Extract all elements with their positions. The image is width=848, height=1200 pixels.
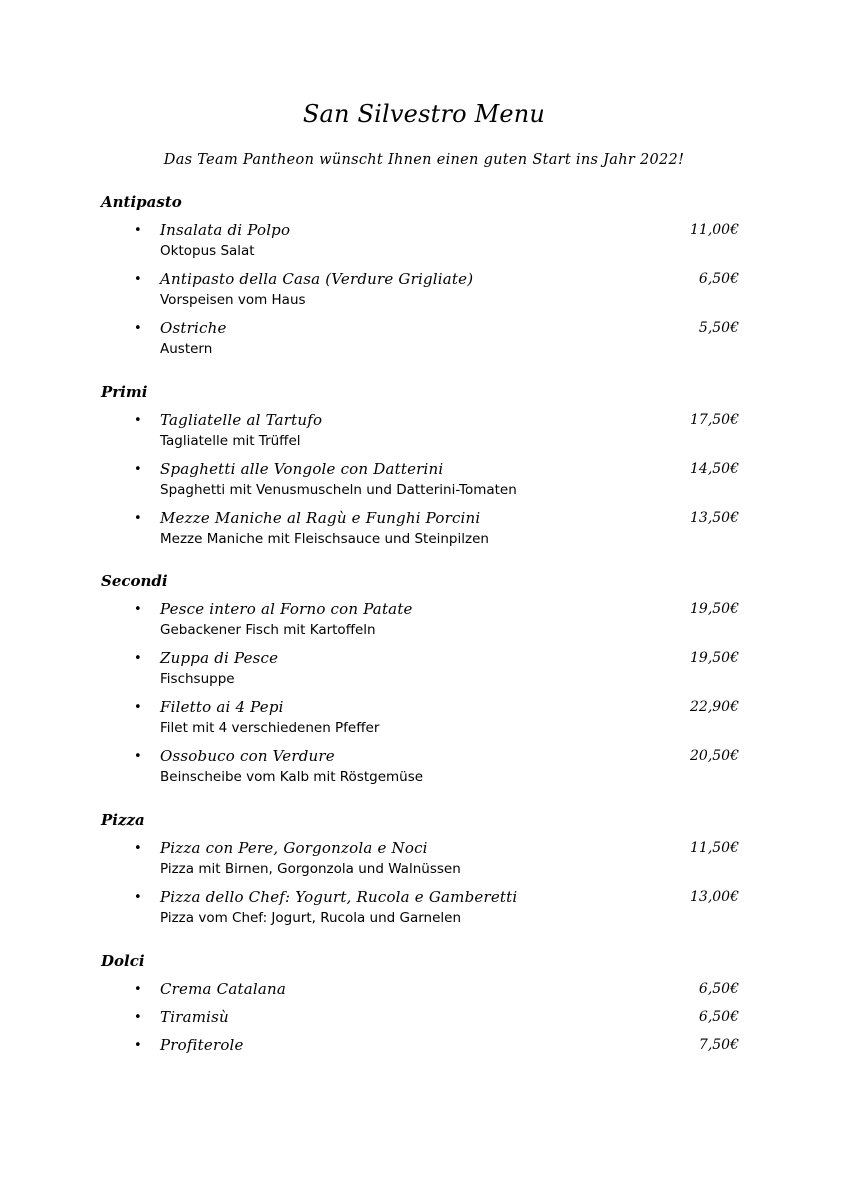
bullet: •	[134, 1038, 142, 1053]
item-name: Profiterole	[160, 1036, 244, 1054]
item-price: 20,50€	[690, 748, 739, 764]
item-name: Pizza con Pere, Gorgonzola e Noci	[160, 839, 428, 857]
item-price: 19,50€	[690, 650, 739, 666]
bullet: •	[134, 982, 142, 997]
item-description: Beinscheibe vom Kalb mit Röstgemüse	[160, 769, 424, 785]
bullet: •	[134, 413, 142, 428]
menu-item	[101, 267, 741, 316]
item-name: Filetto ai 4 Pepi	[160, 698, 284, 716]
item-name: Pesce intero al Forno con Patate	[160, 600, 413, 618]
menu-item	[101, 1033, 741, 1061]
bullet: •	[134, 1010, 142, 1025]
section-dolci	[101, 949, 741, 1061]
bullet: •	[134, 651, 142, 666]
item-description: Pizza mit Birnen, Gorgonzola und Walnüssen	[160, 861, 461, 877]
item-name: Tagliatelle al Tartufo	[160, 411, 323, 429]
item-name: Crema Catalana	[160, 980, 286, 998]
menu-item	[101, 506, 741, 555]
menu-item	[101, 597, 741, 646]
bullet: •	[134, 511, 142, 526]
menu-item	[101, 646, 741, 695]
item-description: Tagliatelle mit Trüffel	[160, 433, 301, 449]
item-description: Vorspeisen vom Haus	[160, 292, 306, 308]
item-name: Zuppa di Pesce	[160, 649, 279, 667]
item-price: 13,00€	[690, 889, 739, 905]
section-heading: Secondi	[101, 572, 168, 590]
item-description: Oktopus Salat	[160, 243, 255, 259]
item-description: Gebackener Fisch mit Kartoffeln	[160, 622, 376, 638]
item-price: 13,50€	[690, 510, 739, 526]
section-heading: Antipasto	[101, 193, 182, 211]
bullet: •	[134, 223, 142, 238]
item-description: Spaghetti mit Venusmuscheln und Datterini-Tomaten	[160, 482, 517, 498]
item-name: Ossobuco con Verdure	[160, 747, 335, 765]
menu-item	[101, 316, 741, 365]
bullet: •	[134, 841, 142, 856]
section-pizza	[101, 808, 741, 934]
item-price: 6,50€	[698, 1009, 739, 1025]
item-price: 14,50€	[690, 461, 739, 477]
section-heading: Primi	[101, 383, 148, 401]
menu-item	[101, 218, 741, 267]
section-antipasto	[101, 190, 741, 365]
section-secondi	[101, 569, 741, 793]
item-name: Ostriche	[160, 319, 227, 337]
item-description: Fischsuppe	[160, 671, 235, 687]
section-primi	[101, 380, 741, 555]
bullet: •	[134, 272, 142, 287]
page-title: San Silvestro Menu	[302, 100, 546, 128]
item-description: Pizza vom Chef: Jogurt, Rucola und Garnelen	[160, 910, 462, 926]
section-heading: Dolci	[101, 952, 145, 970]
item-price: 7,50€	[698, 1037, 739, 1053]
item-price: 22,90€	[690, 699, 739, 715]
bullet: •	[134, 749, 142, 764]
item-name: Pizza dello Chef: Yogurt, Rucola e Gamberetti	[160, 888, 518, 906]
item-price: 6,50€	[698, 981, 739, 997]
item-description: Mezze Maniche mit Fleischsauce und Steinpilzen	[160, 531, 489, 547]
item-description: Filet mit 4 verschiedenen Pfeffer	[160, 720, 380, 736]
item-name: Mezze Maniche al Ragù e Funghi Porcini	[160, 509, 481, 527]
item-name: Antipasto della Casa (Verdure Grigliate)	[160, 270, 474, 288]
menu-item	[101, 744, 741, 793]
item-description: Austern	[160, 341, 213, 357]
item-name: Spaghetti alle Vongole con Datterini	[160, 460, 444, 478]
menu-item	[101, 885, 741, 934]
bullet: •	[134, 700, 142, 715]
item-name: Tiramisù	[160, 1008, 229, 1026]
item-price: 6,50€	[698, 271, 739, 287]
menu-item	[101, 408, 741, 457]
bullet: •	[134, 462, 142, 477]
item-price: 11,00€	[690, 222, 739, 238]
bullet: •	[134, 890, 142, 905]
menu-item	[101, 457, 741, 506]
menu-item	[101, 836, 741, 885]
menu-item	[101, 1005, 741, 1033]
bullet: •	[134, 321, 142, 336]
item-price: 5,50€	[698, 320, 739, 336]
item-price: 11,50€	[690, 840, 739, 856]
menu-item	[101, 695, 741, 744]
item-price: 19,50€	[690, 601, 739, 617]
item-name: Insalata di Polpo	[160, 221, 291, 239]
menu-item	[101, 977, 741, 1005]
bullet: •	[134, 602, 142, 617]
section-heading: Pizza	[101, 811, 145, 829]
item-price: 17,50€	[690, 412, 739, 428]
page-subtitle: Das Team Pantheon wünscht Ihnen einen guten Start ins Jahr 2022!	[163, 152, 685, 168]
